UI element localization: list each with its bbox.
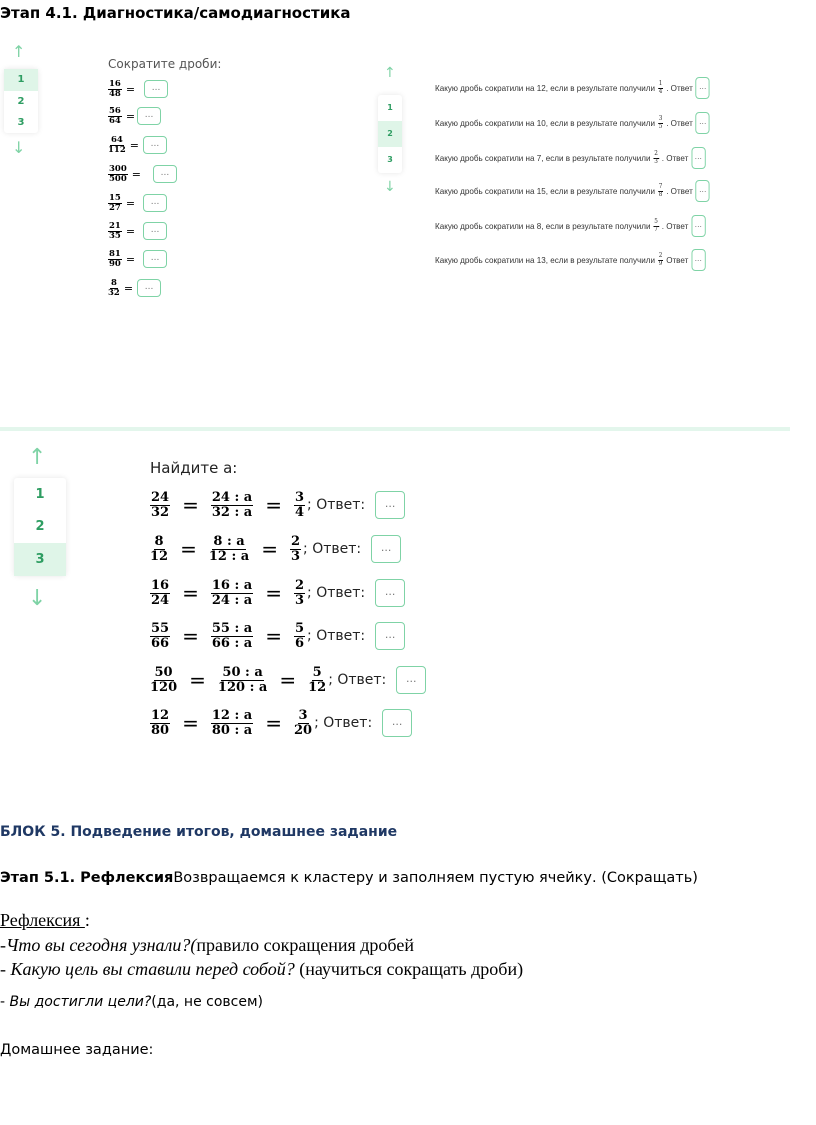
fraction-original — [150, 709, 170, 737]
denominator: 6 — [295, 635, 305, 651]
denominator: 7 — [654, 225, 658, 233]
denominator: 5 — [658, 122, 663, 130]
denominator: 20 — [294, 722, 313, 738]
equation-row — [150, 535, 401, 563]
q3-prefix: - — [0, 994, 10, 1010]
stage-4-1-heading: Этап 4.1. Диагностика/самодиагностика — [0, 4, 351, 22]
numerator: 5 — [295, 621, 305, 636]
equals-sign: = — [265, 711, 282, 736]
q3-question: Вы достигли цели? — [9, 994, 152, 1010]
question-text: Какую дробь сократили на 13, если в результате получили — [435, 255, 655, 265]
numerator: 55 — [151, 621, 170, 636]
denominator: 24 : a — [211, 592, 253, 608]
block5-heading: БЛОК 5. Подведение итогов, домашнее задание — [0, 824, 398, 840]
equals-sign: = — [189, 668, 206, 693]
denominator: 90 — [109, 258, 121, 269]
equals-sign: = — [182, 493, 199, 518]
numerator: 7 — [658, 183, 663, 191]
answer-input[interactable]: ... — [375, 579, 405, 607]
numerator: 16 — [109, 79, 121, 89]
q2-answer: (научиться сокращать дроби) — [294, 959, 524, 979]
question-text: Какую дробь сократили на 10, если в результате получили — [435, 118, 655, 128]
equals-sign: = — [182, 624, 199, 649]
q2-prefix: - — [0, 959, 11, 979]
equals-sign: = — [125, 82, 136, 96]
numerator: 3 — [298, 708, 308, 723]
reflection-label-text: Рефлексия — [0, 910, 85, 930]
answer-input[interactable]: ... — [375, 491, 405, 519]
equals-sign: = — [125, 109, 136, 123]
numerator: 16 : a — [211, 578, 253, 593]
equals-sign: = — [279, 668, 297, 693]
numerator: 12 — [151, 708, 170, 723]
denominator: 66 : a — [211, 635, 253, 651]
fraction — [108, 165, 128, 184]
q1-prefix: - — [0, 935, 6, 955]
equals-sign: = — [180, 537, 197, 562]
answer-label: ; Ответ: — [314, 715, 373, 732]
question-1 — [0, 935, 414, 956]
equation-row — [150, 491, 405, 519]
fraction — [108, 222, 122, 241]
answer-label: ; Ответ: — [328, 672, 387, 689]
fraction — [653, 219, 659, 233]
answer-input[interactable]: ... — [371, 535, 401, 563]
homework-label: Домашнее задание: — [0, 1042, 154, 1058]
denominator: 35 — [109, 230, 121, 241]
question-text: Какую дробь сократили на 12, если в результате получили — [435, 83, 655, 93]
question-row — [435, 215, 705, 237]
numerator: 2 — [654, 150, 658, 158]
numerator: 5 — [654, 218, 658, 226]
task-nav — [14, 478, 66, 576]
fraction-result — [294, 579, 305, 607]
answer-input[interactable]: ... — [137, 279, 161, 297]
denominator: 3 — [295, 592, 305, 608]
answer-input[interactable]: ... — [696, 77, 710, 99]
numerator: 3 — [295, 490, 305, 505]
answer-input[interactable]: ... — [696, 180, 710, 202]
fraction — [108, 80, 122, 99]
numerator: 16 — [151, 578, 170, 593]
equals-sign: = — [182, 711, 199, 736]
answer-input[interactable]: ... — [375, 622, 405, 650]
fraction-row — [108, 165, 177, 184]
answer-input[interactable]: ... — [691, 147, 705, 169]
fraction-result — [294, 622, 305, 650]
equals-sign: = — [265, 581, 282, 606]
nav-item-2[interactable]: 2 — [17, 96, 25, 107]
nav-item-1[interactable]: 1 — [4, 69, 38, 91]
fraction — [658, 184, 664, 198]
denominator: 12 : a — [208, 548, 250, 564]
numerator: 24 : a — [211, 490, 253, 505]
question-2 — [0, 959, 523, 980]
fraction-result — [294, 491, 305, 519]
numerator: 2 — [291, 534, 301, 549]
question-text: Какую дробь сократили на 8, если в результате получили — [435, 221, 651, 231]
answer-label: ; Ответ: — [307, 497, 366, 514]
fraction — [658, 253, 664, 267]
answer-input[interactable]: ... — [143, 194, 167, 212]
fraction-row — [108, 194, 167, 213]
up-arrow-icon[interactable]: ↑ — [12, 42, 26, 61]
numerator: 3 — [658, 115, 663, 123]
numerator: 2 — [295, 578, 305, 593]
denominator: 112 — [108, 144, 126, 155]
denominator: 3 — [291, 548, 301, 564]
question-row — [435, 77, 710, 99]
numerator: 55 : a — [211, 621, 253, 636]
numerator: 8 — [110, 278, 117, 288]
numerator: 2 — [658, 252, 663, 260]
q1-answer: правило сокращения дробей — [196, 935, 414, 955]
equals-sign: = — [125, 224, 136, 238]
nav-item-3[interactable]: 3 — [17, 117, 25, 128]
nav-item-2[interactable]: 2 — [378, 121, 402, 147]
numerator: 12 : a — [211, 708, 253, 723]
answer-input[interactable]: ... — [143, 222, 167, 240]
numerator: 56 — [109, 106, 121, 116]
down-arrow-icon[interactable]: ↓ — [28, 586, 47, 611]
question-text: Какую дробь сократили на 7, если в результате получили — [435, 153, 651, 163]
answer-input[interactable]: ... — [396, 666, 426, 694]
nav-item-1[interactable]: 1 — [387, 103, 393, 112]
fraction — [658, 81, 664, 95]
q3-answer: (да, не совсем) — [151, 994, 263, 1010]
answer-label: ; Ответ: — [303, 541, 362, 558]
up-arrow-icon[interactable]: ↑ — [384, 65, 396, 81]
answer-input[interactable]: ... — [143, 136, 167, 154]
numerator: 24 — [151, 490, 170, 505]
fraction-original — [150, 491, 170, 519]
equation-row — [150, 579, 405, 607]
denominator: 64 — [109, 115, 121, 126]
denominator: 66 — [151, 635, 170, 651]
denominator: 8 — [658, 190, 663, 198]
denominator: 32 — [151, 504, 170, 520]
denominator: 27 — [109, 202, 121, 213]
answer-input[interactable]: ... — [153, 165, 177, 183]
equation-row — [150, 709, 412, 737]
answer-input[interactable]: ... — [137, 107, 161, 125]
q1-question: Что вы сегодня узнали?( — [6, 935, 197, 955]
stage-5-1 — [0, 870, 698, 886]
stage-5-1-title: Этап 5.1. Рефлексия — [0, 870, 174, 886]
numerator: 50 — [154, 665, 173, 680]
equals-sign: = — [131, 167, 141, 181]
denominator: 500 — [109, 173, 127, 184]
answer-label: . Ответ — [666, 118, 693, 128]
fraction-row — [108, 136, 167, 155]
answer-label: . Ответ — [661, 221, 689, 231]
fraction-original — [150, 579, 170, 607]
answer-input[interactable]: ... — [696, 112, 710, 134]
numerator: 81 — [109, 249, 121, 259]
nav-item-2[interactable]: 2 — [35, 519, 45, 534]
denominator: 120 — [150, 679, 178, 695]
fraction-row — [108, 279, 161, 298]
denominator: 12 — [150, 548, 169, 564]
panel1-title: Сократите дроби: — [108, 57, 222, 71]
equation-row — [150, 666, 426, 694]
fraction-result — [290, 535, 301, 563]
fraction-row — [108, 222, 167, 241]
equals-sign: = — [125, 252, 136, 266]
fraction-result — [294, 709, 312, 737]
answer-label: . Ответ — [661, 153, 689, 163]
fraction-row — [108, 250, 167, 269]
reflection-colon: : — [84, 910, 90, 930]
answer-label: ; Ответ: — [307, 628, 366, 645]
task-nav — [378, 95, 402, 173]
fraction — [108, 250, 122, 269]
answer-input[interactable]: ... — [382, 709, 412, 737]
numerator: 15 — [109, 193, 121, 203]
question-row — [435, 180, 710, 202]
answer-label: ; Ответ: — [307, 585, 366, 602]
section-divider — [0, 427, 790, 431]
denominator: 32 : a — [211, 504, 253, 520]
equals-sign: = — [261, 537, 278, 562]
answer-label: . Ответ — [666, 83, 693, 93]
answer-label: . Ответ — [666, 186, 693, 196]
panel3-title: Найдите а: — [150, 459, 238, 477]
numerator: 21 — [109, 221, 121, 231]
fraction-original — [150, 622, 170, 650]
question-row — [435, 112, 710, 134]
fraction — [653, 151, 659, 165]
question-text: Какую дробь сократили на 15, если в результате получили — [435, 186, 655, 196]
denominator: 9 — [658, 259, 663, 267]
nav-item-3[interactable]: 3 — [14, 543, 66, 576]
down-arrow-icon[interactable]: ↓ — [12, 138, 26, 157]
numerator: 1 — [658, 80, 663, 88]
nav-item-1[interactable]: 1 — [35, 487, 45, 502]
denominator: 3 — [654, 157, 658, 165]
fraction-division — [211, 491, 253, 519]
fraction — [658, 116, 664, 130]
down-arrow-icon[interactable]: ↓ — [384, 179, 396, 195]
fraction-row — [108, 107, 161, 126]
denominator: 4 — [658, 87, 663, 95]
denominator: 120 : a — [217, 679, 268, 695]
fraction-row — [108, 80, 168, 99]
answer-input[interactable]: ... — [143, 250, 167, 268]
denominator: 32 — [108, 287, 120, 298]
fraction — [108, 136, 126, 155]
question-3 — [0, 994, 263, 1010]
fraction-division — [211, 709, 253, 737]
equation-row — [150, 622, 405, 650]
fraction — [108, 279, 120, 298]
denominator: 80 : a — [211, 722, 253, 738]
fraction-original — [150, 535, 168, 563]
question-row — [435, 249, 705, 271]
stage-5-1-text: Возвращаемся к кластеру и заполняем пустую ячейку. (Сокращать) — [173, 870, 698, 886]
nav-item-3[interactable]: 3 — [387, 155, 393, 164]
answer-input[interactable]: ... — [691, 249, 705, 271]
answer-input[interactable]: ... — [144, 80, 168, 98]
numerator: 300 — [109, 164, 127, 174]
numerator: 64 — [110, 135, 123, 145]
answer-input[interactable]: ... — [691, 215, 705, 237]
fraction-original — [150, 666, 177, 694]
fraction — [108, 194, 122, 213]
up-arrow-icon[interactable]: ↑ — [28, 445, 47, 470]
numerator: 8 : a — [213, 534, 245, 549]
fraction-result — [308, 666, 326, 694]
equals-sign: = — [123, 281, 134, 295]
reflection-label — [0, 910, 90, 931]
numerator: 5 — [312, 665, 322, 680]
equals-sign: = — [125, 196, 136, 210]
fraction — [108, 107, 122, 126]
q2-question: Какую цель вы ставили перед собой? — [10, 959, 295, 979]
numerator: 50 : a — [222, 665, 263, 680]
denominator: 4 — [295, 504, 305, 520]
denominator: 48 — [109, 88, 121, 99]
equals-sign: = — [265, 493, 282, 518]
task-nav — [4, 69, 38, 133]
numerator: 8 — [154, 534, 164, 549]
equals-sign: = — [265, 624, 282, 649]
fraction-division — [211, 622, 253, 650]
fraction-division — [209, 535, 249, 563]
fraction-division — [218, 666, 267, 694]
denominator: 80 — [151, 722, 170, 738]
denominator: 12 — [308, 679, 327, 695]
fraction-division — [211, 579, 253, 607]
question-row — [435, 147, 705, 169]
equals-sign: = — [182, 581, 199, 606]
equals-sign: = — [129, 138, 139, 152]
answer-label: Ответ — [666, 255, 689, 265]
denominator: 24 — [151, 592, 170, 608]
